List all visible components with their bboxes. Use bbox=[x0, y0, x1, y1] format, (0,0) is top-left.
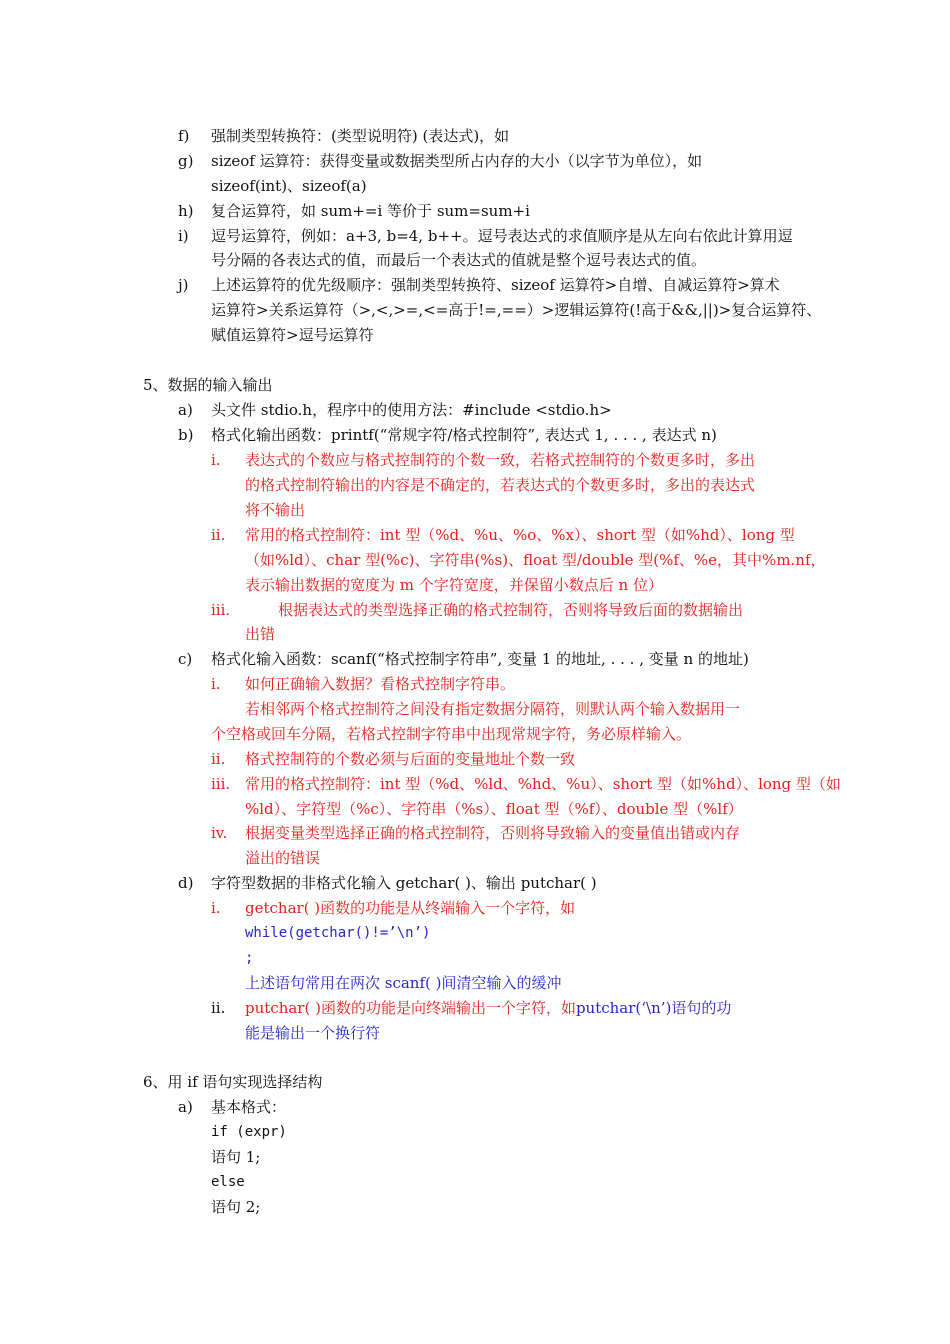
list-marker: h) bbox=[178, 202, 194, 220]
list-item-text: 字符型数据的非格式化输入 getchar( )、输出 putchar( ) bbox=[211, 874, 597, 892]
list-item-text: 赋值运算符>逗号运算符 bbox=[211, 326, 374, 344]
list-item-text: 格式化输出函数：printf(“常规字符/格式控制符”, 表达式 1, . . . , 表达式 n) bbox=[211, 426, 717, 444]
sub-marker: i. bbox=[211, 451, 221, 469]
list-marker: j) bbox=[178, 276, 189, 294]
sub-marker: iii. bbox=[211, 601, 231, 619]
list-item-text: 强制类型转换符：(类型说明符) (表达式)，如 bbox=[211, 127, 510, 145]
sub-item-text: 出错 bbox=[245, 625, 276, 643]
sub-marker: iv. bbox=[211, 824, 228, 842]
sub-item-text: 个空格或回车分隔，若格式控制字符串中出现常规字符，务必原样输入。 bbox=[211, 725, 692, 743]
sub-item-text: 若相邻两个格式控制符之间没有指定数据分隔符，则默认两个输入数据用一 bbox=[245, 700, 741, 718]
sub-item-text: 能是输出一个换行符 bbox=[245, 1024, 381, 1042]
sub-item-text: 的格式控制符输出的内容是不确定的，若表达式的个数更多时，多出的表达式 bbox=[245, 476, 756, 494]
code-line: if (expr) bbox=[211, 1124, 287, 1140]
list-item-text: sizeof 运算符：获得变量或数据类型所占内存的大小（以字节为单位），如 bbox=[211, 152, 703, 170]
sub-marker: iii. bbox=[211, 775, 231, 793]
list-item-text: 头文件 stdio.h，程序中的使用方法：#include <stdio.h> bbox=[211, 401, 612, 419]
list-item-text: 逗号运算符，例如：a+3, b=4, b++。逗号表达式的求值顺序是从左向右依此计算用逗 bbox=[211, 227, 793, 245]
list-item-text: 复合运算符，如 sum+=i 等价于 sum=sum+i bbox=[211, 202, 530, 220]
code-line: while(getchar()!=’\n’) bbox=[245, 925, 431, 941]
sub-marker: i. bbox=[211, 675, 221, 693]
sub-marker: i. bbox=[211, 899, 221, 917]
code-line: 语句 1; bbox=[211, 1148, 261, 1166]
sub-item-text bbox=[245, 998, 731, 1018]
sub-item-text: 如何正确输入数据？看格式控制字符串。 bbox=[245, 675, 516, 693]
list-item-text: 号分隔的各表达式的值，而最后一个表达式的值就是整个逗号表达式的值。 bbox=[211, 251, 707, 269]
sub-marker: ii. bbox=[211, 750, 226, 768]
sub-item-text: 常用的格式控制符：int 型（%d、%u、%o、%x）、short 型（如%hd）、long 型 bbox=[245, 526, 795, 544]
sub-item-blue-part: putchar(‘\n’)语句的功 bbox=[575, 999, 732, 1017]
list-marker: i) bbox=[178, 227, 189, 245]
list-marker: d) bbox=[178, 874, 194, 892]
sub-item-text: 溢出的错误 bbox=[245, 849, 321, 867]
sub-item-text: 表示输出数据的宽度为 m 个字符宽度，并保留小数点后 n 位） bbox=[245, 576, 663, 594]
list-marker: c) bbox=[178, 650, 193, 668]
code-line: 语句 2; bbox=[211, 1198, 261, 1216]
list-marker: b) bbox=[178, 426, 194, 444]
list-item-text: 格式化输入函数：scanf(“格式控制字符串”, 变量 1 的地址, . . . , 变量 n 的地址) bbox=[211, 650, 749, 668]
section-heading: 5、数据的输入输出 bbox=[143, 376, 273, 394]
sub-item-red-part: putchar( )函数的功能是向终端输出一个字符，如 bbox=[245, 999, 576, 1017]
list-item-text: 基本格式： bbox=[211, 1098, 287, 1116]
list-marker: g) bbox=[178, 152, 194, 170]
list-item-text: 上述运算符的优先级顺序：强制类型转换符、sizeof 运算符>自增、自减运算符>算术 bbox=[211, 276, 780, 294]
sub-item-text: 根据表达式的类型选择正确的格式控制符，否则将导致后面的数据输出 bbox=[278, 601, 744, 619]
sub-item-text: getchar( )函数的功能是从终端输入一个字符，如 bbox=[245, 899, 576, 917]
list-marker: a) bbox=[178, 1098, 193, 1116]
sub-item-text: 表达式的个数应与格式控制符的个数一致，若格式控制符的个数更多时，多出 bbox=[245, 451, 756, 469]
code-line: else bbox=[211, 1174, 245, 1190]
sub-item-text: 格式控制符的个数必须与后面的变量地址个数一致 bbox=[245, 750, 576, 768]
sub-item-text: 上述语句常用在两次 scanf( )间清空输入的缓冲 bbox=[245, 974, 562, 992]
list-item-text: sizeof(int)、sizeof(a) bbox=[211, 177, 367, 195]
list-marker: a) bbox=[178, 401, 193, 419]
sub-marker: ii. bbox=[211, 999, 226, 1017]
sub-item-text: 根据变量类型选择正确的格式控制符，否则将导致输入的变量值出错或内存 bbox=[245, 824, 741, 842]
sub-item-text: 将不输出 bbox=[245, 501, 306, 519]
code-line: ; bbox=[245, 950, 254, 966]
section-heading: 6、用 if 语句实现选择结构 bbox=[143, 1073, 323, 1091]
sub-marker: ii. bbox=[211, 526, 226, 544]
sub-item-text: %ld）、字符型（%c）、字符串（%s）、float 型（%f）、double 型（%lf） bbox=[245, 800, 743, 818]
sub-item-text: 常用的格式控制符：int 型（%d、%ld、%hd、%u）、short 型（如%hd）、long 型（如 bbox=[245, 775, 841, 793]
list-marker: f) bbox=[178, 127, 190, 145]
list-item-text: 运算符>关系运算符（>,<,>=,<=高于!=,==）>逻辑运算符(!高于&&,||)>复合运算符、 bbox=[211, 301, 822, 319]
sub-item-text: （如%ld）、char 型(%c)、字符串(%s)、float 型/double 型(%f、%e，其中%m.nf， bbox=[245, 551, 826, 569]
